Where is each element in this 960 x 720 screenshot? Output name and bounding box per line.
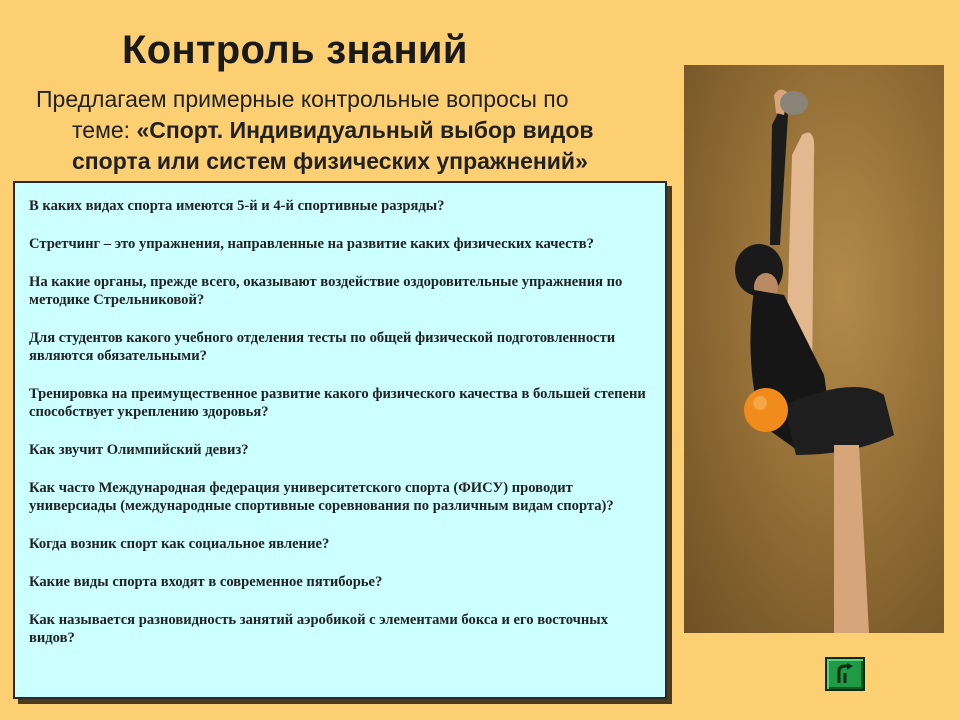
topic-line (36, 115, 656, 146)
question-item: Как звучит Олимпийский девиз? (29, 442, 249, 458)
question-item: Стретчинг – это упражнения, направленные на развитие каких физических качеств? (29, 236, 594, 252)
topic-title-part2: спорта или систем физических упражнений» (72, 148, 588, 174)
return-arrow-icon (833, 663, 857, 685)
gymnast-illustration (684, 65, 944, 633)
question-item: Тренировка на преимущественное развитие какого физического качества в большей степени способствует укреплению здоровья? (29, 386, 646, 420)
question-box (13, 181, 667, 699)
gymnast-photo (684, 65, 944, 633)
question-item: На какие органы, прежде всего, оказывают воздействие оздоровительные упражнения по методике Стрельниковой? (29, 274, 623, 308)
topic-title-part1: «Спорт. Индивидуальный выбор видов (136, 117, 594, 143)
slide-title: Контроль знаний (122, 28, 468, 72)
return-button[interactable] (825, 657, 865, 691)
slide-intro (36, 84, 656, 177)
topic-line-2 (36, 146, 656, 177)
intro-line: Предлагаем примерные контрольные вопросы по (36, 86, 569, 112)
topic-prefix: теме: (72, 117, 137, 143)
question-item: Для студентов какого учебного отделения тесты по общей физической подготовленности являются обязательными? (29, 330, 616, 364)
question-item: В каких видах спорта имеются 5-й и 4-й спортивные разряды? (29, 198, 445, 214)
question-item: Какие виды спорта входят в современное пятиборье? (29, 574, 383, 590)
question-item: Когда возник спорт как социальное явление? (29, 536, 330, 552)
question-item: Как часто Международная федерация университетского спорта (ФИСУ) проводит универсиады (международные спортивные соревнования по различным видам спорта)? (29, 480, 614, 514)
question-item: Как называется разновидность занятий аэробикой с элементами бокса и его восточных видов? (29, 612, 609, 646)
